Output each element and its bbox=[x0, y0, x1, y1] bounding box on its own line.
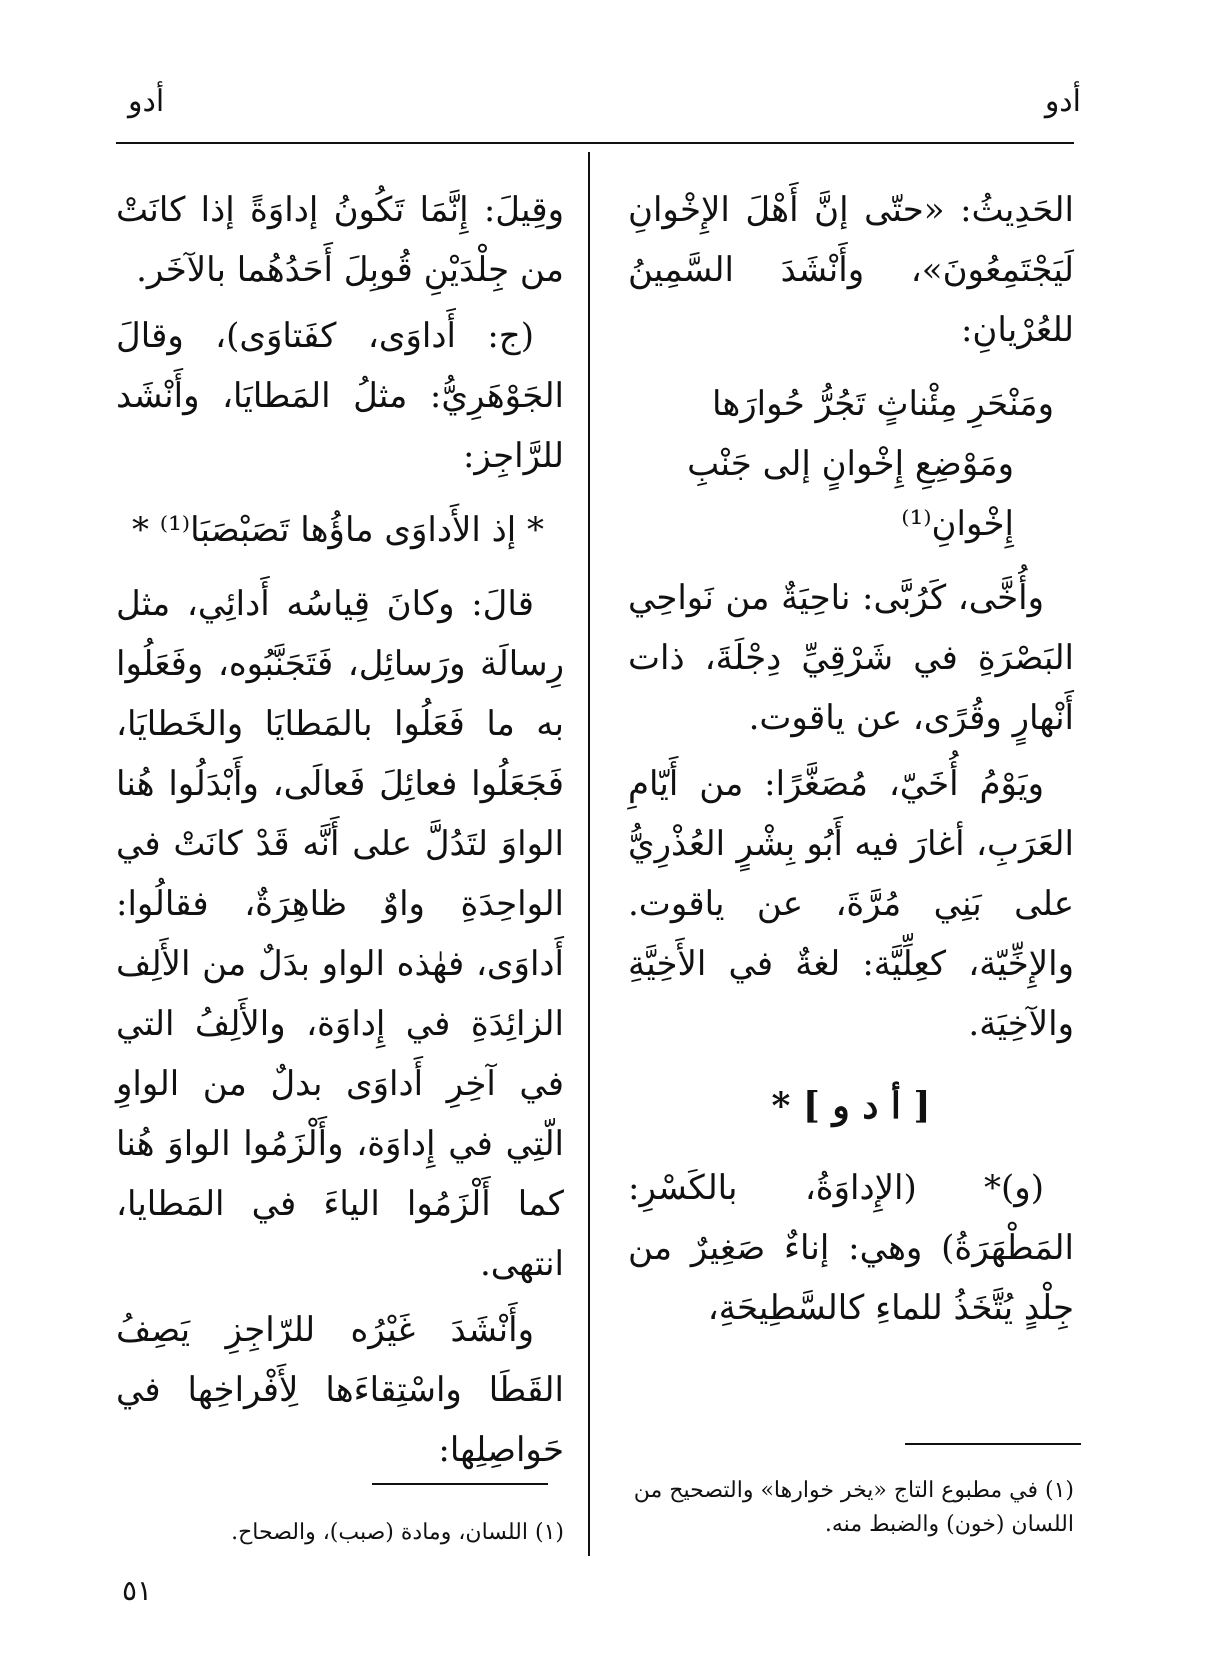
paragraph: وأَنْشَدَ غَيْرُه للرّاجِزِ يَصِفُ القَطَا واسْتِقاءَها لِأَفْراخِها في حَواصِلِها: bbox=[116, 1310, 564, 1470]
verse-line: ومَوْضِعِ إِخْوانٍ إلى جَنْبِ إِخْوانِ⁽¹⁾ bbox=[687, 444, 1014, 544]
right-column bbox=[628, 180, 1074, 1344]
paragraph: (و)* (الإِداوَةُ، بالكَسْرِ: المَطْهَرَةُ) وهي: إناءٌ صَغِيرٌ من جِلْدٍ يُتَّخَذُ للماءِ كالسَّطِيحَةِ، bbox=[628, 1168, 1074, 1328]
column-divider bbox=[588, 152, 590, 1556]
header-rule bbox=[116, 142, 1074, 144]
footnote-right: (١) في مطبوع التاج «يخر خوارها» والتصحيح من اللسان (خون) والضبط منه. bbox=[633, 1478, 1074, 1537]
footnote-rule-right bbox=[905, 1443, 1081, 1445]
section-heading: [ أ د و ] * bbox=[771, 1085, 931, 1127]
paragraph: وقِيلَ: إِنَّمَا تَكُونُ إداوَةً إذا كانَتْ من جِلْدَيْنِ قُوبِلَ أَحَدُهُما بالآخَر. bbox=[116, 190, 564, 290]
verse-line: ومَنْحَرِ مِئْناثٍ تَجُرُّ حُوارَها bbox=[711, 384, 1054, 424]
header-word-left: أدو bbox=[128, 84, 165, 119]
footnote-left: (١) اللسان، ومادة (صبب)، والصحاح. bbox=[231, 1520, 564, 1545]
paragraph: وأُخَّى، كَرُبَّى: ناحِيَةٌ من نَواحِي البَصْرَةِ في شَرْقِيِّ دِجْلَةَ، ذات أَنْهارٍ وقُرًى، عن ياقوت. bbox=[628, 578, 1074, 738]
paragraph: ويَوْمُ أُخَيّ، مُصَغَّرًا: من أَيّامِ العَرَبِ، أغارَ فيه أَبُو بِشْرٍ العُذْرِيُّ على بَنِي مُرَّةَ، عن ياقوت. والإِخِّيّة، كعِلِّيَّة: لغةٌ في الأَخِيَّةِ والآخِيَة. bbox=[628, 764, 1074, 1044]
verse-line: * إذ الأَداوَى ماؤُها تَصَبْصَبَا⁽¹⁾ * bbox=[131, 510, 544, 550]
left-column bbox=[116, 180, 564, 1486]
paragraph: الحَدِيثُ: «حتّى إنَّ أَهْلَ الإِخْوانِ لَيَجْتَمِعُونَ»، وأَنْشَدَ السَّمِينُ للعُرْيانِ: bbox=[628, 190, 1074, 350]
footnote-rule-left bbox=[372, 1483, 548, 1485]
page-number: ٥١ bbox=[122, 1574, 153, 1607]
paragraph: (ج: أَداوَى، كفَتاوَى)، وقالَ الجَوْهَرِيُّ: مثلُ المَطايَا، وأَنْشَد للرَّاجِز: bbox=[116, 316, 564, 476]
paragraph: قالَ: وكانَ قِياسُه أَدائِي، مثل رِسالَة ورَسائِل، فَتَجَنَّبُوه، وفَعَلُوا به ما فَعَلُوا بالمَطايَا والخَطايَا، فَجَعَلُوا فعائِلَ فَعالَى، وأَبْدَلُوا هُنا الواوَ لتَدُلَّ على أَنَّه قَدْ كانَتْ في الواحِدَةِ واوٌ ظاهِرَةٌ، فقالُوا: أَداوَى، فهٰذه الواو بدَلٌ من الأَلِف الزائِدَةِ في إِداوَة، والأَلِفُ التي في آخِرِ أَداوَى بدلٌ من الواوِ الّتِي في إِداوَة، وأَلْزَمُوا الواوَ هُنا كما أَلْزَمُوا الياءَ في المَطايا، انتهى. bbox=[116, 584, 564, 1284]
header-word-right: أدو bbox=[1044, 84, 1081, 119]
